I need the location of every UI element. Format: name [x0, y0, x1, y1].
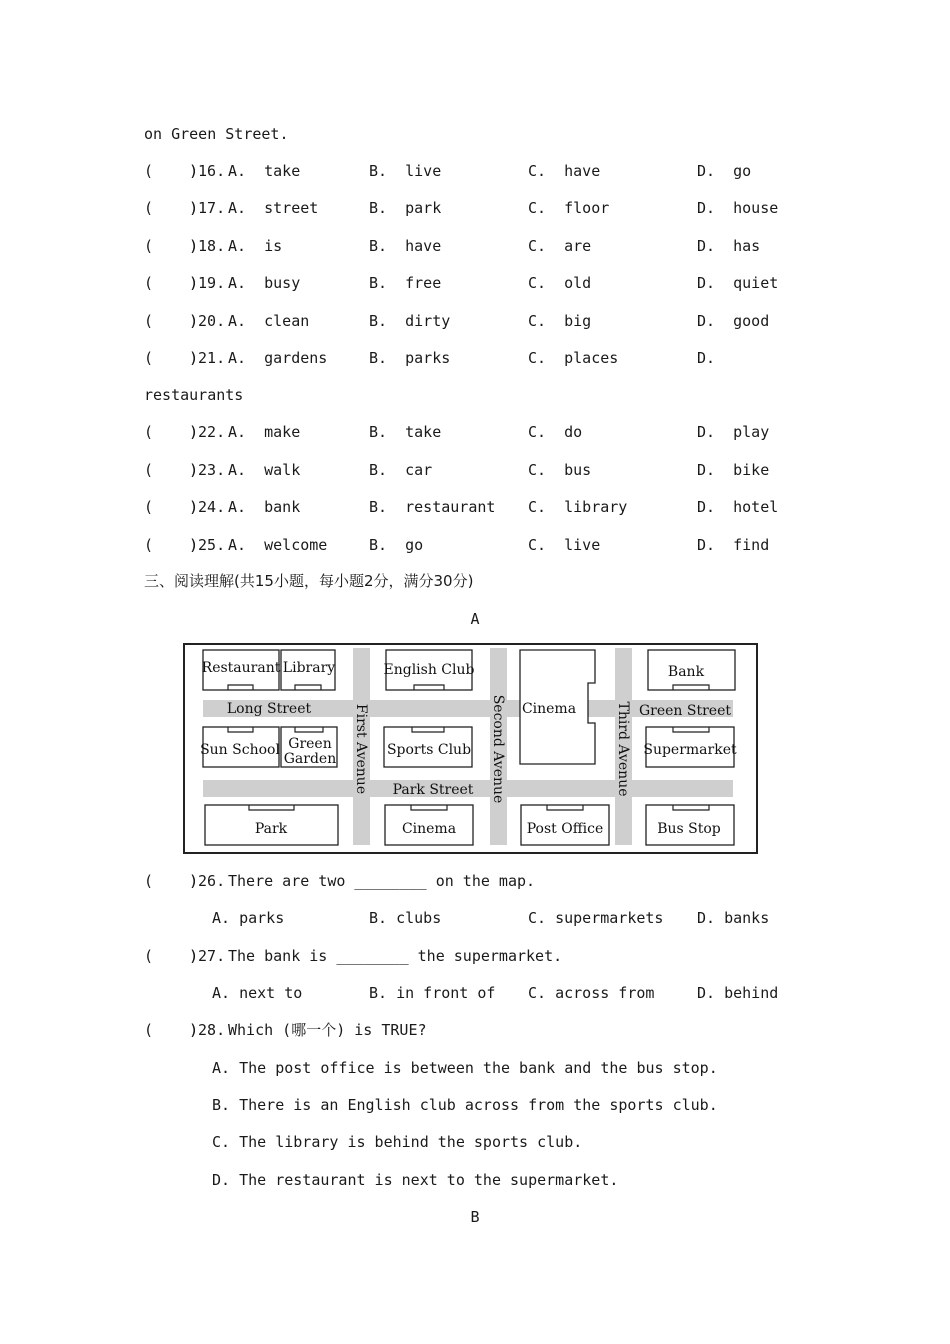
answer-blank[interactable]: ( ) [144, 536, 199, 554]
label-cinema-top: Cinema [521, 701, 577, 717]
question-28-option-d[interactable]: D. The restaurant is next to the supermarket. [212, 1171, 619, 1189]
option-a[interactable]: A. next to [212, 984, 303, 1002]
option-b[interactable]: B. clubs [369, 909, 442, 927]
option-d[interactable]: D. play [697, 423, 770, 441]
question-number: )25. [189, 536, 226, 554]
option-b[interactable]: B. free [369, 274, 442, 292]
option-b[interactable]: B. parks [369, 349, 451, 367]
label-library: Library [282, 660, 336, 676]
option-b[interactable]: B. live [369, 162, 442, 180]
question-number: )23. [189, 461, 226, 479]
label-park: Park [254, 821, 288, 837]
option-c[interactable]: C. live [528, 536, 601, 554]
option-d[interactable]: D. good [697, 312, 770, 330]
cloze-question-25 [144, 535, 804, 555]
label-second-avenue: Second Avenue [490, 694, 506, 804]
answer-blank[interactable]: ( ) [144, 1021, 199, 1039]
answer-blank[interactable]: ( ) [144, 423, 199, 441]
option-b[interactable]: B. park [369, 199, 442, 217]
answer-blank[interactable]: ( ) [144, 312, 199, 330]
question-28-option-a[interactable]: A. The post office is between the bank and the bus stop. [212, 1059, 718, 1077]
continuation-text: on Green Street. [144, 125, 289, 143]
answer-blank[interactable]: ( ) [144, 872, 199, 890]
option-b[interactable]: B. in front of [369, 984, 496, 1002]
label-long-street: Long Street [226, 701, 312, 717]
label-bank: Bank [667, 664, 705, 680]
option-c[interactable]: C. have [528, 162, 601, 180]
answer-blank[interactable]: ( ) [144, 237, 199, 255]
label-green-street: Green Street [638, 703, 732, 719]
question-number: )18. [189, 237, 226, 255]
label-restaurant: Restaurant [201, 660, 281, 676]
answer-blank[interactable]: ( ) [144, 199, 199, 217]
passage-b-label: B [470, 1208, 480, 1226]
option-b[interactable]: B. restaurant [369, 498, 496, 516]
cloze-question-19 [144, 273, 804, 293]
option-b[interactable]: B. take [369, 423, 442, 441]
question-26-options [144, 908, 844, 928]
label-bus-stop: Bus Stop [657, 821, 721, 837]
option-d[interactable]: D. bike [697, 461, 770, 479]
option-c[interactable]: C. are [528, 237, 592, 255]
label-english-club: English Club [383, 662, 475, 678]
label-post-office: Post Office [526, 821, 604, 837]
option-a[interactable]: A. take [228, 162, 301, 180]
option-c[interactable]: C. old [528, 274, 592, 292]
cloze-question-21 [144, 348, 804, 368]
option-b[interactable]: B. have [369, 237, 442, 255]
question-stem: There are two ________ on the map. [228, 872, 536, 890]
option-a[interactable]: A. gardens [228, 349, 328, 367]
question-28 [144, 1020, 804, 1040]
cloze-question-17 [144, 198, 804, 218]
answer-blank[interactable]: ( ) [144, 349, 199, 367]
street-map [183, 643, 758, 855]
question-number: )24. [189, 498, 226, 516]
option-d[interactable]: D. behind [697, 984, 779, 1002]
label-third-avenue: Third Avenue [615, 701, 631, 797]
cloze-question-16 [144, 161, 804, 181]
option-a[interactable]: A. is [228, 237, 283, 255]
option-a[interactable]: A. bank [228, 498, 301, 516]
option-b[interactable]: B. go [369, 536, 424, 554]
option-c[interactable]: C. library [528, 498, 628, 516]
label-first-avenue: First Avenue [353, 703, 369, 795]
option-a[interactable]: A. street [228, 199, 319, 217]
option-a[interactable]: A. parks [212, 909, 285, 927]
option-a[interactable]: A. make [228, 423, 301, 441]
section3-title: 三、阅读理解(共15小题，每小题2分，满分30分) [144, 572, 474, 590]
question-number: )22. [189, 423, 226, 441]
option-c[interactable]: C. places [528, 349, 619, 367]
q21-overflow-text: restaurants [144, 386, 244, 404]
question-number: )20. [189, 312, 226, 330]
option-d[interactable]: D. find [697, 536, 770, 554]
label-green-garden-line1: Green [288, 736, 332, 752]
option-b[interactable]: B. car [369, 461, 433, 479]
question-number: )21. [189, 349, 226, 367]
option-c[interactable]: C. do [528, 423, 583, 441]
cloze-question-24 [144, 497, 804, 517]
label-sun-school: Sun School [200, 742, 280, 758]
question-28-option-b[interactable]: B. There is an English club across from the sports club. [212, 1096, 718, 1114]
option-d[interactable]: D. [697, 349, 716, 367]
option-d[interactable]: D. banks [697, 909, 770, 927]
cloze-question-18 [144, 236, 804, 256]
answer-blank[interactable]: ( ) [144, 162, 199, 180]
option-c[interactable]: C. floor [528, 199, 610, 217]
passage-a-label: A [470, 610, 480, 628]
cloze-question-20 [144, 311, 804, 331]
question-28-label: )28. [189, 1021, 226, 1039]
cloze-question-23 [144, 460, 804, 480]
answer-blank[interactable]: ( ) [144, 947, 199, 965]
label-sports-club: Sports Club [386, 742, 472, 758]
question-number: )19. [189, 274, 226, 292]
question-26-label: )26. [189, 872, 226, 890]
option-c[interactable]: C. big [528, 312, 592, 330]
option-c[interactable]: C. across from [528, 984, 655, 1002]
option-b[interactable]: B. dirty [369, 312, 451, 330]
answer-blank[interactable]: ( ) [144, 461, 199, 479]
answer-blank[interactable]: ( ) [144, 498, 199, 516]
option-a[interactable]: A. walk [228, 461, 301, 479]
label-green-garden-line2: Garden [283, 751, 337, 767]
question-27-label: )27. [189, 947, 226, 965]
label-park-street: Park Street [392, 782, 474, 798]
question-27 [144, 946, 804, 966]
question-number: )16. [189, 162, 226, 180]
answer-blank[interactable]: ( ) [144, 274, 199, 292]
option-a[interactable]: A. clean [228, 312, 310, 330]
question-stem: The bank is ________ the supermarket. [228, 947, 563, 965]
question-28-option-c[interactable]: C. The library is behind the sports club. [212, 1133, 583, 1151]
option-a[interactable]: A. welcome [228, 536, 328, 554]
option-d[interactable]: D. hotel [697, 498, 779, 516]
option-c[interactable]: C. supermarkets [528, 909, 664, 927]
option-d[interactable]: D. has [697, 237, 761, 255]
question-number: )17. [189, 199, 226, 217]
option-d[interactable]: D. go [697, 162, 752, 180]
label-supermarket: Supermarket [643, 742, 737, 758]
option-d[interactable]: D. house [697, 199, 779, 217]
label-cinema-bottom: Cinema [401, 821, 457, 837]
question-stem: Which (哪一个) is TRUE? [228, 1021, 427, 1039]
option-a[interactable]: A. busy [228, 274, 301, 292]
option-c[interactable]: C. bus [528, 461, 592, 479]
option-d[interactable]: D. quiet [697, 274, 779, 292]
question-27-options [144, 983, 844, 1003]
cloze-question-22 [144, 422, 804, 442]
question-26 [144, 871, 804, 891]
